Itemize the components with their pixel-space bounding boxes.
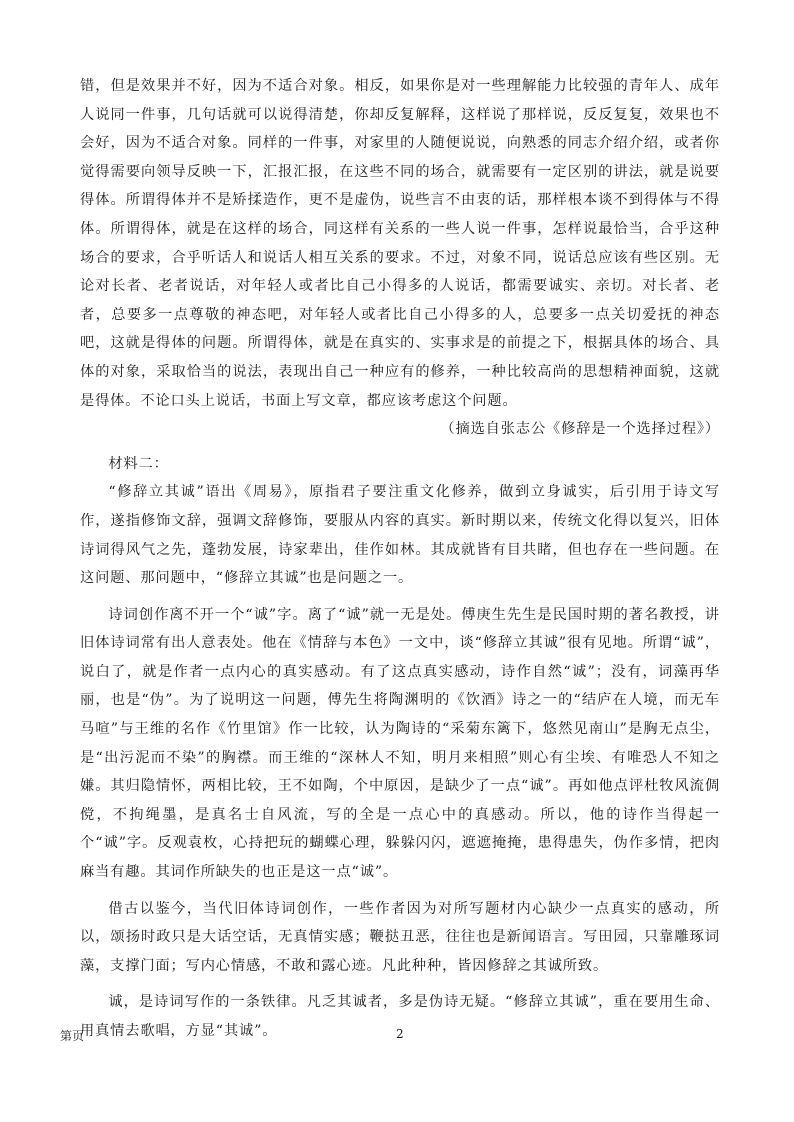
paragraph-material-two-intro: “修辞立其诚”语出《周易》，原指君子要注重文化修养，做到立身诚实，后引用于诗文写作，遂指修饰文辞，强调文辞修饰，要服从内容的真实。新时期以来，传统文化得以复兴，旧体诗词得风气之先，蓬勃发展，诗家辈出，佳作如林。其成就皆有目共睹，但也存在一些问题。在这问题、那问题中，“修辞立其诚”也是问题之一。 (80, 484, 720, 587)
paragraph-material-one-continued: 错，但是效果并不好，因为不适合对象。相反，如果你是对一些理解能力比较强的青年人、成年人说同一件事，几句话就可以说得清楚，你却反复解释，这样说了那样说，反反复复，效果也不会好，因为不适合对象。同样的一件事，对家里的人随便说说，向熟悉的同志介绍介绍，或者你觉得需要向领导反映一下，汇报汇报，在这些不同的场合，就需要有一定区别的讲法，就是说要得体。所谓得体并不是矫揉造作，更不是虚伪，说些言不由衷的话，那样根本谈不到得体与不得体。所谓得体，就是在这样的场合，同这样有关系的一些人说一件事，怎样说最恰当，合乎这种场合的要求，合乎听话人和说话人相互关系的要求。不过，对象不同，说话总应该有些区别。无论对长者、老者说话，对年轻人或者比自己小得多的人说话，都需要诚实、亲切。对长者、老者，总要多一点尊敬的神态吧，对年轻人或者比自己小得多的人，总要多一点关切爱抚的神态吧，这就是得体的问题。所谓得体，就是在真实的、实事求是的前提之下，根据具体的场合、具体的对象，采取恰当的说法，表现出自己一种应有的修养，一种比较高尚的思想精神面貌，这就是得体。不论口头上说话，书面上写文章，都应该考虑这个问题。 (80, 78, 720, 409)
citation-source: （摘选自张志公《修辞是一个选择过程》） (440, 421, 720, 438)
paragraph-sincerity-examples: 诗词创作离不开一个“诚”字。离了“诚”就一无是处。傅庚生先生是民国时期的著名教授，讲旧体诗词常有出人意表处。他在《情辞与本色》一文中，谈“修辞立其诚”很有见地。所谓“诚”，说白了，就是作者一点内心的真实感动。有了这点真实感动，诗作自然“诚”；没有，词藻再华丽，也是“伪”。为了说明这一问题，傅先生将陶渊明的《饮酒》诗之一的“结庐在人境，而无车马喧”与王维的名作《竹里馆》作一比较，认为陶诗的“采菊东篱下，悠然见南山”是胸无点尘，是“出污泥而不染”的胸襟。而王维的“深林人不知，明月来相照”则心有尘埃、有唯恐人不知之嫌。其归隐情怀，两相比较，王不如陶，个中原因，是缺少了一点“诚”。再如他点评杜牧风流倜傥，不拘绳墨，是真名士自风流，写的全是一点心中的真感动。所以，他的诗作当得起一个“诚”字。反观袁枚，心持把玩的蝴蝶心理，躲躲闪闪，遮遮掩掩，患得患失，伪作多情，把肉麻当有趣。其词作所缺失的也正是这一点“诚”。 (80, 606, 720, 881)
footer-page-number: 2 (396, 1027, 404, 1041)
paragraph-conclusion: 诚，是诗词写作的一条铁律。凡乏其诚者，多是伪诗无疑。“修辞立其诚”，重在要用生命、用真情去歌唱，方显“其诚”。 (80, 994, 720, 1039)
document-body (80, 72, 720, 1046)
section-heading-material-two: 材料二： (108, 455, 169, 472)
footer-page-label: 第页 (60, 1029, 85, 1043)
paragraph-contemporary-critique: 借古以鉴今，当代旧体诗词创作，一些作者因为对所写题材内心缺少一点真实的感动，所以，颂扬时政只是大话空话，无真情实感；鞭挞丑恶，往往也是新闻语言。写田园，只靠雕琢词藻，支撑门面；写内心情感，不敢和露心迹。凡此种种，皆因修辞之其诚所致。 (80, 900, 720, 974)
